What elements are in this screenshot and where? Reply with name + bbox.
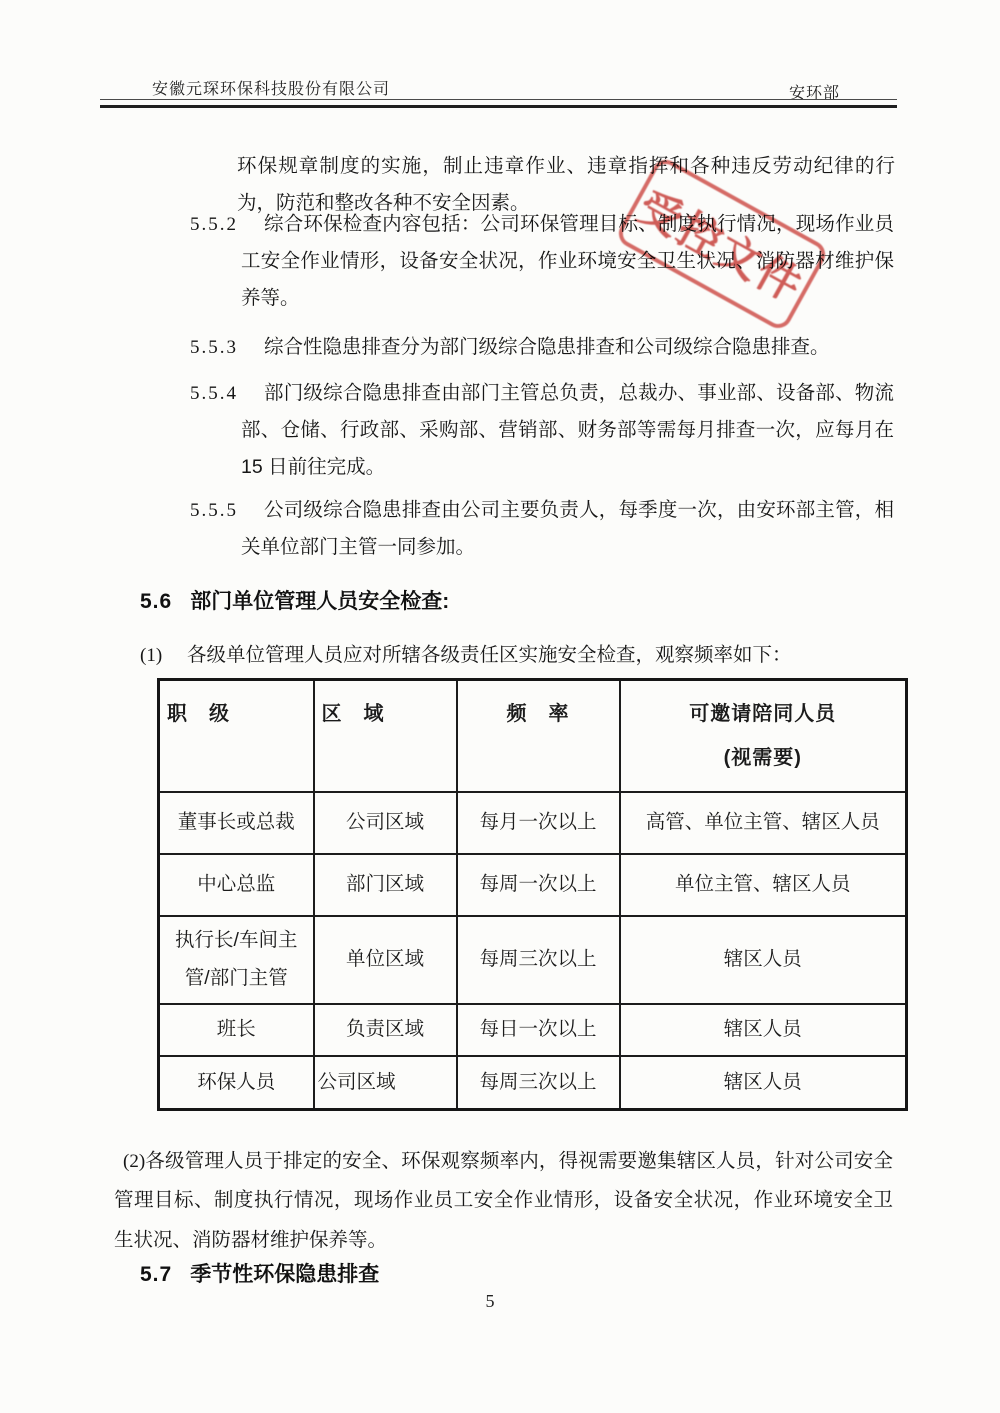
item-text: 各级单位管理人员应对所辖各级责任区实施安全检查，观察频率如下：	[187, 644, 792, 666]
department-label: 安环部	[788, 85, 840, 102]
cell-frequency: 每日一次以上	[457, 1004, 620, 1056]
heading-title: 季节性环保隐患排查	[190, 1263, 380, 1286]
table-header-row	[159, 680, 907, 792]
paragraph-item-2	[114, 1142, 893, 1261]
intro-paragraph: 环保规章制度的实施，制止违章作业、违章指挥和各种违反劳动纪律的行为，防范和整改各种不安全因素。	[237, 154, 895, 214]
heading-number: 5.6	[140, 590, 173, 613]
clause-5-5-4	[190, 375, 894, 486]
clause-5-5-5	[190, 492, 894, 566]
cell-position: 中心总监	[159, 854, 314, 916]
item-number: (1)	[140, 645, 163, 666]
heading-number: 5.7	[140, 1263, 173, 1286]
clause-text: 综合性隐患排查分为部门级综合隐患排查和公司级综合隐患排查。	[264, 336, 830, 358]
cell-area: 公司区域	[314, 1056, 457, 1110]
section-heading-5-6	[140, 585, 449, 615]
header-companions-line1: 可邀请陪同人员	[689, 703, 837, 725]
cell-frequency: 每周三次以上	[457, 916, 620, 1004]
clause-number: 5.5.4	[190, 383, 238, 404]
list-item-1	[140, 637, 900, 674]
header-companions-line2: (视需要)	[723, 747, 802, 769]
heading-title: 部门单位管理人员安全检查:	[190, 590, 450, 613]
table-row	[159, 916, 907, 1004]
header-cell-companions	[620, 680, 907, 792]
cell-companions: 辖区人员	[620, 916, 907, 1004]
inspection-frequency-table	[157, 678, 908, 1111]
clause-text: 公司级综合隐患排查由公司主要负责人，每季度一次，由安环部主管，相关单位部门主管一同参加。	[241, 499, 894, 558]
cell-position: 执行长/车间主管/部门主管	[159, 916, 314, 1004]
clause-5-5-3	[190, 329, 894, 366]
company-name: 安徽元琛环保科技股份有限公司	[152, 81, 391, 98]
clause-text: 部门级综合隐患排查由部门主管总负责，总裁办、事业部、设备部、物流部、仓储、行政部、采购部、营销部、财务部等需每月排查一次，应每月在 15 日前往完成。	[241, 382, 894, 478]
cell-area: 单位区域	[314, 916, 457, 1004]
item-text: 各级管理人员于排定的安全、环保观察频率内，得视需要邀集辖区人员，针对公司安全管理目标、制度执行情况，现场作业员工安全作业情形，设备安全状况，作业环境安全卫生状况、消防器材维护保养等。	[114, 1149, 893, 1251]
page-header	[100, 76, 897, 100]
cell-area: 公司区域	[314, 792, 457, 854]
cell-companions: 高管、单位主管、辖区人员	[620, 792, 907, 854]
cell-companions: 辖区人员	[620, 1056, 907, 1110]
header-cell-frequency: 频 率	[457, 680, 620, 792]
table-row	[159, 792, 907, 854]
inspection-frequency-table-wrap	[157, 678, 908, 1111]
header-cell-position: 职 级	[159, 680, 314, 792]
cell-area: 负责区域	[314, 1004, 457, 1056]
cell-frequency: 每周一次以上	[457, 854, 620, 916]
table-row	[159, 1056, 907, 1110]
item-number: (2)	[123, 1150, 146, 1172]
cell-position: 董事长或总裁	[159, 792, 314, 854]
cell-area: 部门区域	[314, 854, 457, 916]
clause-number: 5.5.2	[190, 214, 238, 235]
page-number: 5	[485, 1291, 495, 1311]
cell-frequency: 每月一次以上	[457, 792, 620, 854]
cell-frequency: 每周三次以上	[457, 1056, 620, 1110]
cell-companions: 单位主管、辖区人员	[620, 854, 907, 916]
cell-position: 班长	[159, 1004, 314, 1056]
table-row	[159, 854, 907, 916]
section-heading-5-7	[140, 1258, 379, 1288]
stamp-text: 受控文件	[629, 183, 811, 312]
clause-number: 5.5.3	[190, 337, 238, 358]
cell-position: 环保人员	[159, 1056, 314, 1110]
header-cell-area: 区 域	[314, 680, 457, 792]
clause-number: 5.5.5	[190, 500, 238, 521]
cell-companions: 辖区人员	[620, 1004, 907, 1056]
table-row	[159, 1004, 907, 1056]
header-rule	[100, 99, 897, 108]
clause-text: 综合环保检查内容包括：公司环保管理目标、制度执行情况，现场作业员工安全作业情形，设备安全状况，作业环境安全卫生状况、消防器材维护保养等。	[241, 213, 894, 309]
